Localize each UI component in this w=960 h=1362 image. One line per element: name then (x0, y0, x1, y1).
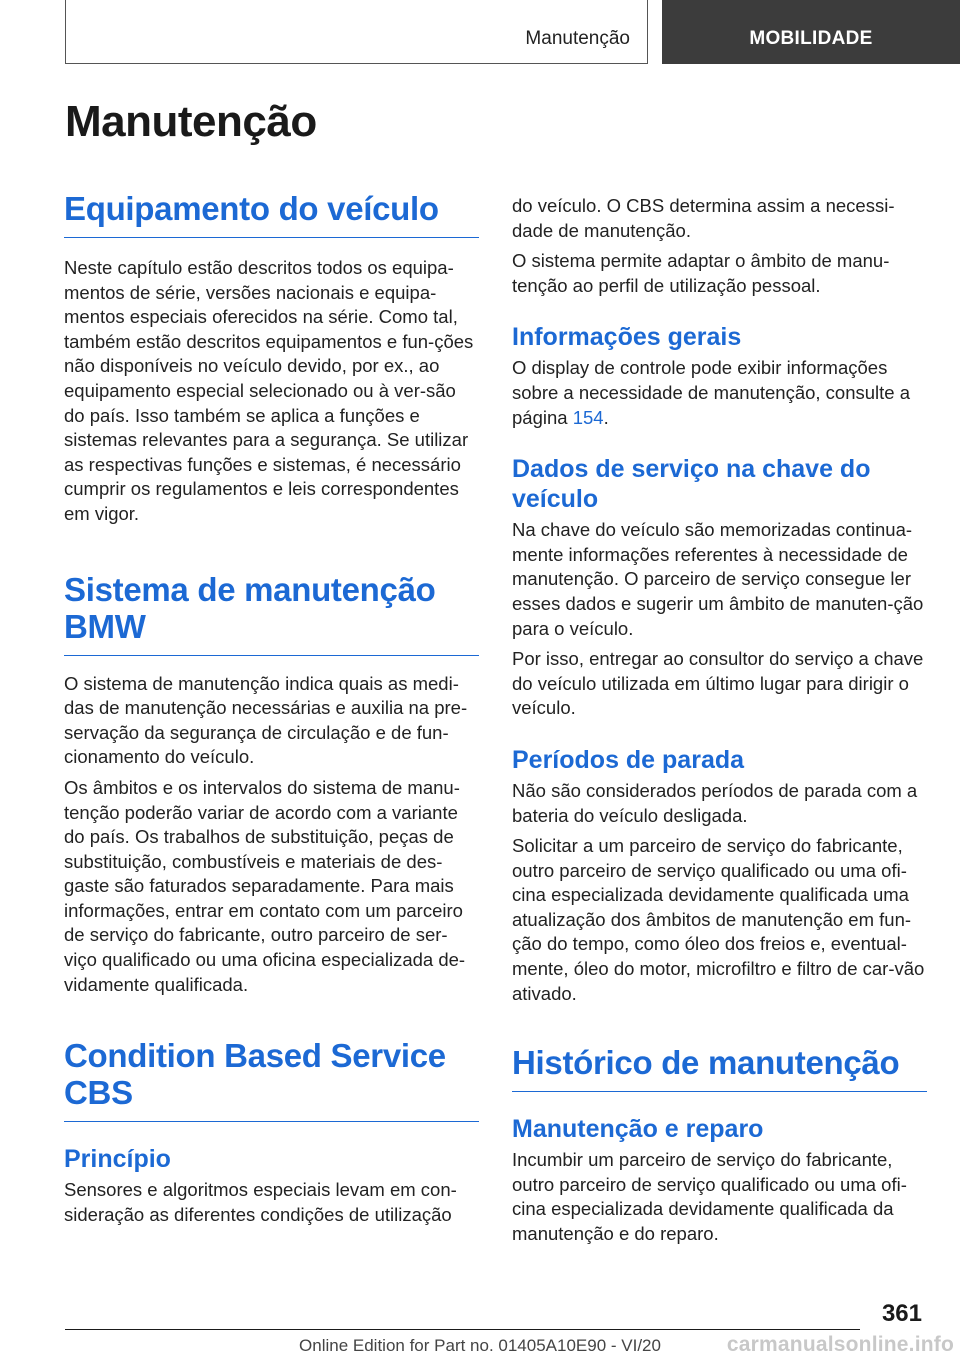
heading-historico: Histórico de manutenção (512, 1044, 927, 1092)
page-link-154[interactable]: 154 (572, 406, 604, 428)
paragraph-dados-1: Na chave do veículo são memorizadas continua-mente informações referentes à necessidade de manutenção. O parceiro de serviço consegue ler esses dados e sugerir um âmbito de manuten-ção para o veículo. (512, 519, 924, 639)
header-chapter-tab (662, 0, 960, 64)
footer-divider (65, 1329, 860, 1330)
paragraph-dados-2: Por isso, entregar ao consultor do serviço a chave do veículo utilizada em último lugar para dirigir o veículo. (512, 648, 924, 719)
right-column (512, 194, 927, 1247)
paragraph-principio-cont-1: do veículo. O CBS determina assim a necessi-dade de manutenção. (512, 195, 895, 241)
heading-equipamento: Equipamento do veículo (64, 190, 479, 238)
paragraph-principio: Sensores e algoritmos especiais levam em con-sideração as diferentes condições de utilização (64, 1179, 457, 1225)
paragraph-periodos-1: Não são considerados períodos de parada com a bateria do veículo desligada. (512, 779, 918, 826)
paragraph-sistema-2: Os âmbitos e os intervalos do sistema de manu-tenção poderão variar de acordo com a variante do país. Os trabalhos de substituição, peças de substituição, combustíveis e materiais de des-gaste são faturados separadamente. Para mais informações, entrar em contato com um parceiro de serviço do fabricante, outro parceiro de ser-viço qualificado ou uma oficina especializada de-vidamente qualificada. (64, 776, 466, 995)
heading-sistema-manutencao: Sistema de manutenção BMW (64, 571, 479, 656)
paragraph-periodos-2: Solicitar a um parceiro de serviço do fabricante, outro parceiro de serviço qualificado ou uma ofi-cina especializada devidamente qualificada uma atualização dos âmbitos de manutenção em fun-ção do tempo, como óleo dos freios e, eventual-mente, óleo do motor, microfiltro e filtro de car-vão ativado. (512, 835, 925, 1004)
paragraph-equipamento: Neste capítulo estão descritos todos os equipa-mentos de série, versões nacionais e equipa-mentos especiais oferecidos na série. Como tal, também estão descritos equipamentos e fun-ções não disponíveis no veículo devido, por ex., ao equipamento especial selecionado ou à ver-são do país. Isso também se aplica a funções e sistemas relevantes para a segurança. Se utilizar as respectivas funções e sistemas, é necessário cumprir os regulamentos e leis correspondentes em vigor. (64, 257, 474, 524)
heading-cbs: Condition Based Service CBS (64, 1037, 479, 1122)
watermark-logo: carmanualsonline.info (726, 1333, 954, 1356)
page-number: 361 (881, 1300, 922, 1327)
heading-periodos-parada: Períodos de parada (512, 745, 745, 774)
heading-informacoes-gerais: Informações gerais (512, 323, 742, 352)
informacoes-period: . (603, 406, 609, 428)
header-chapter-label: MOBILIDADE (749, 28, 873, 49)
page-title: Manutenção (65, 97, 317, 146)
paragraph-sistema-1: O sistema de manutenção indica quais as medi-das de manutenção necessárias e auxilia na pre-servação da segurança de circulação e de fun-cionamento do veículo. (64, 672, 468, 768)
header-section-label: Manutenção (525, 28, 630, 49)
heading-dados-servico: Dados de serviço na chave do veículo (512, 455, 871, 514)
informacoes-text: O display de controle pode exibir informações sobre a necessidade de manutenção, consulte a página (512, 357, 911, 428)
paragraph-principio-cont-2: O sistema permite adaptar o âmbito de manu-tenção ao perfil de utilização pessoal. (512, 250, 890, 296)
paragraph-informacoes (512, 356, 927, 430)
left-column (64, 190, 479, 1227)
heading-principio: Princípio (64, 1145, 171, 1174)
heading-manutencao-reparo: Manutenção e reparo (512, 1115, 764, 1144)
footer-edition: Online Edition for Part no. 01405A10E90 - VI/20 (299, 1336, 661, 1355)
paragraph-manutencao-reparo: Incumbir um parceiro de serviço do fabricante, outro parceiro de serviço qualificado ou uma ofi-cina especializada devidamente qualificada da manutenção e do reparo. (512, 1149, 907, 1245)
